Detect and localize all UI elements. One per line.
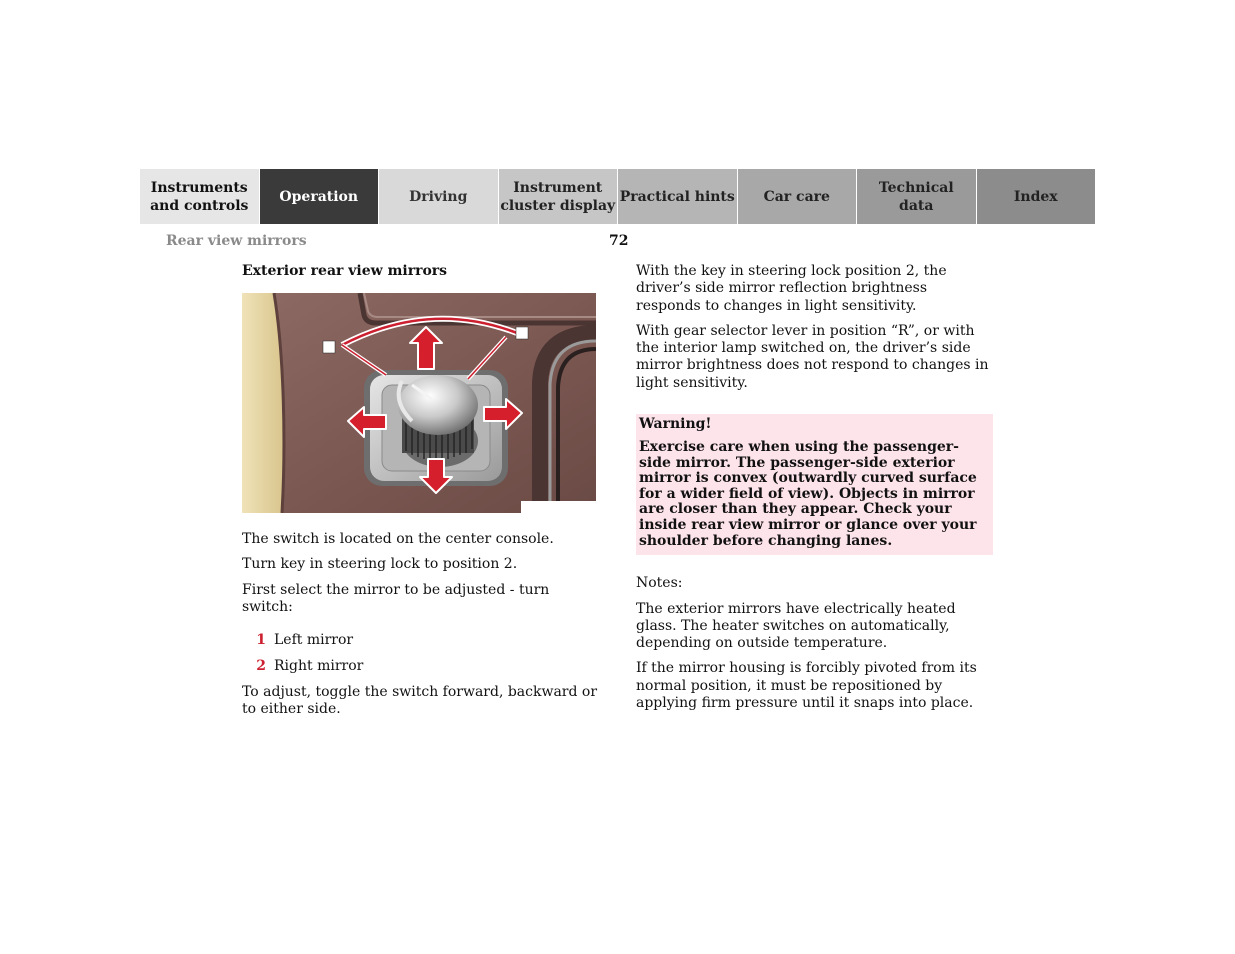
paragraph: To adjust, toggle the switch forward, backward or to either side. xyxy=(242,684,598,718)
paragraph: If the mirror housing is forcibly pivoted from its normal position, it must be repositioned by applying firm pressure until it snaps into place. xyxy=(636,660,977,712)
list-item xyxy=(242,632,598,649)
mirror-switch-knob xyxy=(398,375,478,435)
callout-1-marker xyxy=(323,341,335,353)
mirror-selection-list xyxy=(242,632,598,675)
section-heading: Exterior rear view mirrors xyxy=(242,263,448,279)
paragraph: With the key in steering lock position 2, the driver’s side mirror reflection brightness responds to changes in light sensitivity. xyxy=(636,263,947,314)
callout-2-marker xyxy=(516,327,528,339)
paragraph: First select the mirror to be adjusted - turn switch: xyxy=(242,581,550,615)
mirror-switch-illustration xyxy=(242,293,596,513)
notes-label: Notes: xyxy=(636,575,683,592)
tab-practical-hints[interactable]: Practical hints xyxy=(618,169,737,224)
section-title: Rear view mirrors xyxy=(166,233,307,249)
tab-index[interactable]: Index xyxy=(977,169,1096,224)
item-text: Left mirror xyxy=(274,632,354,649)
item-number: 1 xyxy=(256,632,266,649)
item-text: Right mirror xyxy=(274,658,364,675)
warning-box xyxy=(636,414,993,555)
warning-text: Exercise care when using the passenger-side mirror. The passenger-side exterior mirror is convex (outwardly curved surface for a wider field of view). Objects in mirror are closer than they appear. Check your inside rear view mirror or glance over your shoulder before changing lanes. xyxy=(639,439,977,549)
tab-instruments-and-controls[interactable]: Instruments and controls xyxy=(140,169,259,224)
paragraph: The switch is located on the center console. xyxy=(242,531,554,547)
page-number: 72 xyxy=(609,233,629,249)
paragraph: Turn key in steering lock to position 2. xyxy=(242,556,518,573)
tab-operation[interactable]: Operation xyxy=(260,169,379,224)
tab-technical-data[interactable]: Technical data xyxy=(857,169,976,224)
item-number: 2 xyxy=(256,658,266,675)
right-column xyxy=(636,263,993,720)
tab-car-care[interactable]: Car care xyxy=(738,169,857,224)
chapter-tabs xyxy=(140,169,1095,224)
warning-title: Warning! xyxy=(639,416,712,433)
left-column xyxy=(242,263,598,727)
list-item xyxy=(242,658,598,675)
tab-instrument-cluster-display[interactable]: Instrument cluster display xyxy=(499,169,618,224)
tab-driving[interactable]: Driving xyxy=(379,169,498,224)
mirror-switch-svg xyxy=(242,293,596,513)
paragraph: The exterior mirrors have electrically heated glass. The heater switches on automatically, depending on outside temperature. xyxy=(636,600,956,652)
paragraph: With gear selector lever in position “R”, or with the interior lamp switched on, the driver’s side mirror brightness does not respond to changes in light sensitivity. xyxy=(636,322,989,391)
